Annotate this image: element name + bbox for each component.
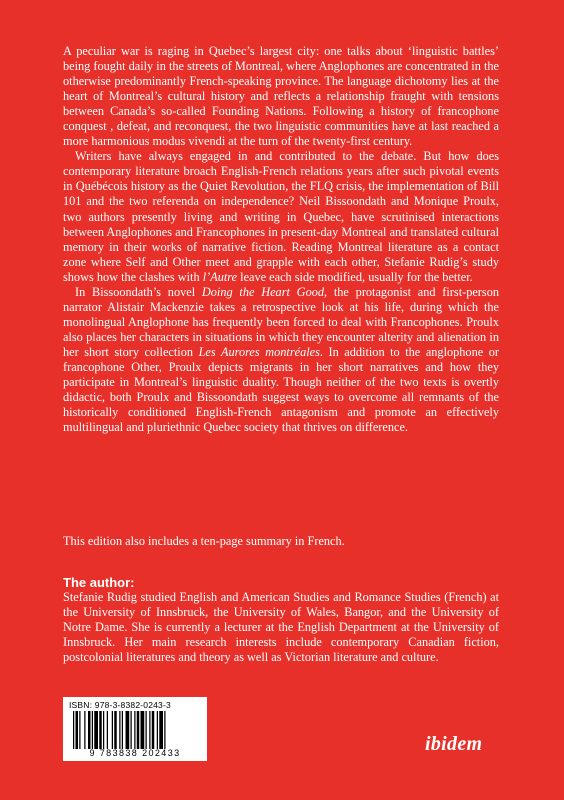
book-title-doing-the-heart-good: Doing the Heart Good — [201, 284, 325, 299]
barcode-bar — [152, 711, 155, 749]
barcode-bar — [94, 711, 98, 749]
barcode-bar — [146, 711, 147, 749]
blurb-paragraph-3 — [63, 285, 499, 435]
barcode-bar — [131, 711, 132, 749]
blurb-paragraph-2-end: leave each side modified, usually for the better. — [237, 269, 473, 284]
barcode-bar — [88, 711, 91, 749]
blurb-paragraph-2 — [63, 149, 499, 284]
isbn-barcode — [63, 697, 207, 761]
barcode-bar — [99, 711, 102, 749]
author-bio: Stefanie Rudig studied English and American Studies and Romance Studies (French) at the University of Innsbruck, the University of Wales, Bangor, and the University of Notre Dame. She is currently a lecturer at the English Department at the University of Innsbruck. Her main research interests include contemporary Canadian fiction, postcolonial literatures and theory as well as Victorian literature and culture. — [63, 590, 499, 665]
blurb-paragraph-3-end: . In addition to the anglophone or francophone Other, Proulx depicts migrants in her short narratives and how they participate in Montreal’s linguistic duality. Though neither of the two texts is overtly didactic, both Proulx and Bissoondath suggest ways to overcome all remnants of the historically conditioned English-French antagonism and promote an effectively multilingual and pluriethnic Quebec society that thrives on difference. — [63, 344, 499, 435]
barcode-bar — [73, 711, 74, 749]
book-title-les-aurores-montreales: Les Aurores montréales — [198, 344, 320, 359]
barcode-bar — [122, 711, 123, 749]
barcode-bar — [107, 711, 108, 749]
blurb-paragraph-1: A peculiar war is raging in Quebec’s largest city: one talks about ‘linguistic battles’ being fought daily in the streets of Montreal, where Anglophones are concentrated in the otherwise predominantly French-speaking province. The language dichotomy lies at the heart of Montreal’s cultural history and reflects a relationship fraught with tensions between Canada’s so-called Founding Nations. Following a history of francophone conquest , defeat, and reconquest, the two linguistic communities have at last reached a more harmonious modus vivendi at the turn of the twenty-first century. — [63, 44, 499, 149]
barcode-bar — [157, 711, 158, 749]
barcode-bar — [164, 711, 165, 749]
barcode-bar — [149, 711, 150, 749]
barcode-bar — [112, 711, 113, 749]
barcode-bar — [141, 711, 145, 749]
barcode-bar — [137, 711, 140, 749]
barcode-bar — [92, 711, 93, 749]
barcode-bar — [134, 711, 135, 749]
blurb-paragraph-3-middle: , the protagonist and first-person narrator Alistair Mackenzie takes a retrospective look at his life, during which the monolingual Anglophone has frequently been forced to deal with Francophones. Proulx also places her characters in situations in which they encounter alterity and alienation in her short story collection — [63, 284, 499, 359]
barcode-icon — [73, 711, 197, 749]
barcode-bar — [79, 711, 80, 749]
author-section — [63, 575, 499, 665]
isbn-label: ISBN: 978-3-8382-0243-3 — [69, 700, 171, 710]
barcode-bar — [103, 711, 104, 749]
barcode-bar — [126, 711, 130, 749]
blurb-paragraph-2-text: Writers have always engaged in and contributed to the debate. But how does contemporary literature broach English-French relations years after such pivotal events in Québécois history as the Quiet Revolution, the FLQ crisis, the implementation of Bill 101 and the two referenda on independence? Neil Bissoondath and Monique Proulx, two authors presently living and writing in Quebec, have scrutinised interactions between Anglophones and Francophones in present-day Montreal and translated cultural memory in their works of narrative fiction. Reading Montreal literature as a contact zone where Self and Other meet and grapple with each other, Stefanie Rudig’s study shows how the clashes with — [63, 149, 499, 284]
publisher-logo: ibidem — [425, 733, 483, 755]
barcode-bar — [84, 711, 85, 749]
barcode-bar — [159, 711, 163, 749]
author-heading: The author: — [63, 575, 135, 590]
barcode-digits: 9 783838 202433 — [89, 748, 181, 758]
barcode-bar — [119, 711, 120, 749]
edition-note: This edition also includes a ten-page summary in French. — [63, 534, 345, 548]
blurb-italic-lautre: l’Autre — [202, 269, 238, 284]
blurb-paragraph-3-start: In Bissoondath’s novel — [75, 284, 202, 299]
blurb-text — [63, 44, 499, 435]
barcode-bar — [76, 711, 79, 749]
barcode-bar — [114, 711, 117, 749]
